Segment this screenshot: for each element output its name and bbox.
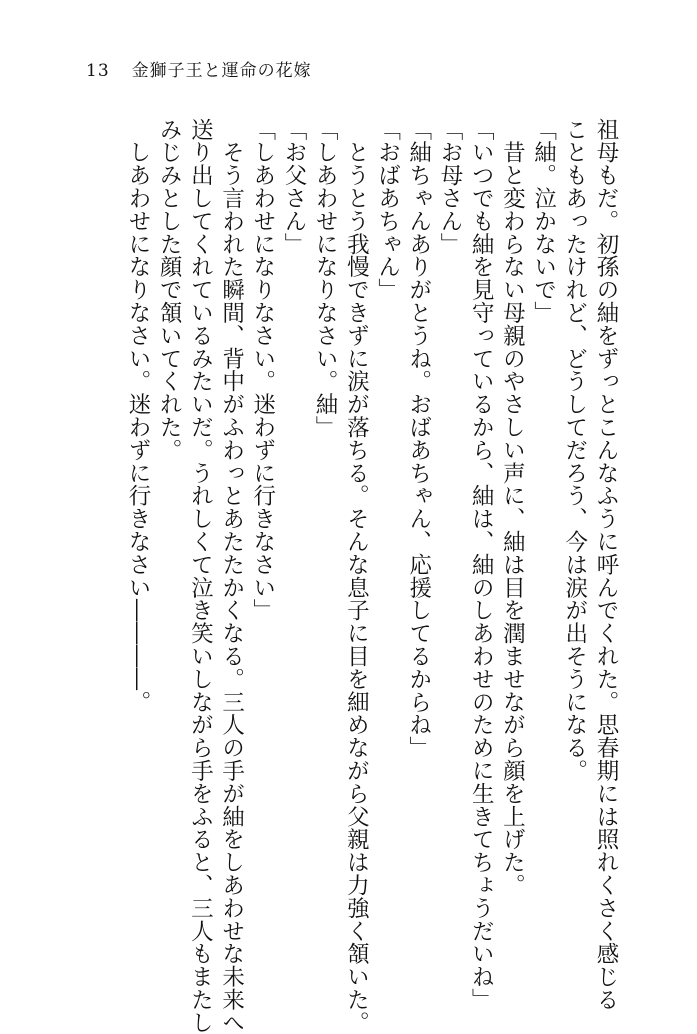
page-number: 13 bbox=[86, 61, 110, 81]
vertical-text-body bbox=[122, 118, 621, 1034]
text-line: 「しあわせになりなさい。迷わずに行きなさい」 bbox=[249, 118, 276, 622]
text-line: 祖母もだ。初孫の紬をずっとこんなふうに呼んでくれた。思春期には照れくさく感じる bbox=[593, 118, 619, 1012]
running-title: 金獅子王と運命の花嫁 bbox=[131, 61, 312, 81]
text-line: 「お母さん」 bbox=[436, 118, 463, 256]
text-line: 「しあわせになりなさい。紬」 bbox=[312, 118, 339, 439]
text-line: 「紬。泣かないで」 bbox=[530, 118, 557, 325]
text-line: とうとう我慢できずに涙が落ちる。そんな息子に目を細めながら父親は力強く頷いた。 bbox=[343, 118, 370, 1034]
text-line: 「いつでも紬を見守っているから、紬は、紬のしあわせのために生きてちょうだいね」 bbox=[468, 118, 495, 1012]
text-line: 昔と変わらない母親のやさしい声に、紬は目を潤ませながら顔を上げた。 bbox=[499, 118, 526, 897]
text-line: 「紬ちゃんありがとうね。おばあちゃん、応援してるからね」 bbox=[405, 118, 432, 760]
text-line: しあわせになりなさい。迷わずに行きなさい――――。 bbox=[124, 118, 151, 714]
text-line: こともあったけれど、どうしてだろう、今は涙が出そうになる。 bbox=[561, 118, 588, 783]
text-line: そう言われた瞬間、背中がふわっとあたたかくなる。三人の手が紬をしあわせな未来へ bbox=[218, 118, 245, 1034]
text-line: 「お父さん」 bbox=[280, 118, 307, 256]
text-line: 送り出してくれているみたいだ。うれしくて泣き笑いしながら手をふると、三人もまたし bbox=[187, 118, 214, 1034]
page-header bbox=[86, 56, 312, 81]
text-line: 「おばあちゃん」 bbox=[374, 118, 401, 302]
text-line: みじみとした顔で頷いてくれた。 bbox=[156, 118, 183, 462]
